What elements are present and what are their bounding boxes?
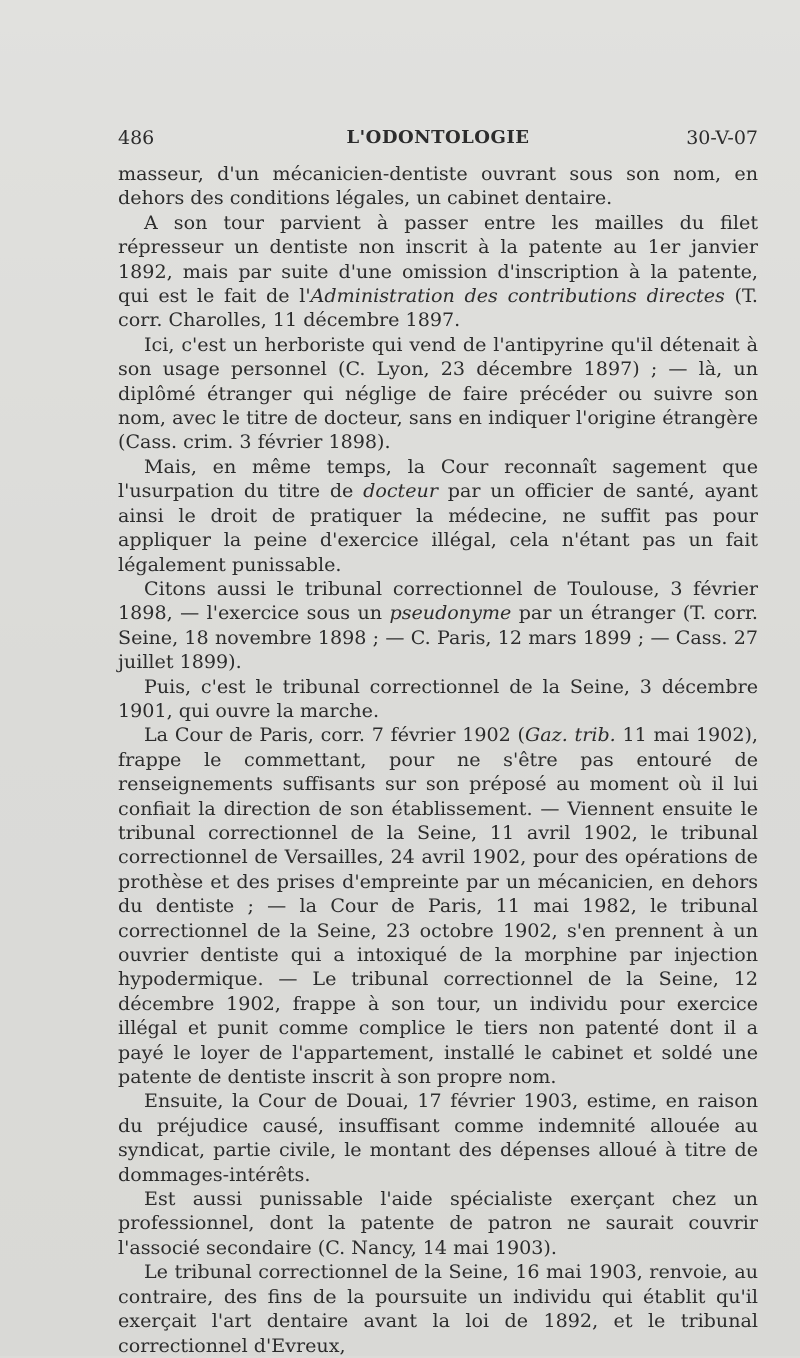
italic-text: Administration des contributions directes <box>310 284 725 308</box>
running-header <box>118 127 758 153</box>
paragraph <box>118 675 758 724</box>
italic-text: Gaz. trib. <box>525 723 616 747</box>
text-segment: masseur, d'un mécanicien-dentiste ouvrant sous son nom, en dehors des conditions légales, un cabinet dentaire. <box>118 162 758 210</box>
issue-date: 30-V-07 <box>686 127 758 149</box>
italic-text: pseudonyme <box>389 601 512 625</box>
text-segment: Ensuite, la Cour de Douai, 17 février 1903, estime, en raison du préjudice causé, insuffisant comme indemnité allouée au syndicat, partie civile, le montant des dépenses alloué à titre de dommages-intérêts. <box>118 1089 758 1186</box>
paragraph <box>118 1089 758 1187</box>
article-body <box>118 162 758 1358</box>
text-segment: par un officier de santé, ayant ainsi le droit de pratiquer la médecine, ne suffit pas pour appliquer la peine d'exercice illégal, cela n'étant pas un fait légalement punissable. <box>118 479 758 576</box>
text-segment: Mais, en même temps, la Cour reconnaît sagement que l'usurpation du titre de <box>118 454 758 503</box>
paragraph <box>118 333 758 455</box>
text-segment: (T. corr. Charolles, 11 décembre 1897. <box>118 284 758 332</box>
paragraph <box>118 455 758 577</box>
text-segment: Citons aussi le tribunal correctionnel de Toulouse, 3 février 1898, — l'exercice sous un <box>118 576 758 625</box>
paragraph <box>118 723 758 1089</box>
paragraph <box>118 1187 758 1260</box>
text-segment: Puis, c'est le tribunal correctionnel de la Seine, 3 décembre 1901, qui ouvre la marche. <box>118 674 758 722</box>
text-segment: La Cour de Paris, corr. 7 février 1902 ( <box>144 723 526 747</box>
paragraph <box>118 211 758 333</box>
continued-paragraph <box>118 162 758 211</box>
text-segment: Le tribunal correctionnel de la Seine, 16 mai 1903, renvoie, au contraire, des fins de la poursuite un individu qui établit qu'il exerçait l'art dentaire avant la loi de 1892, et le tribunal correctionnel d'Evreux, <box>118 1260 758 1357</box>
text-segment: Est aussi punissable l'aide spécialiste exerçant chez un professionnel, dont la patente de patron ne saurait couvrir l'associé secondaire (C. Nancy, 14 mai 1903). <box>118 1187 758 1259</box>
italic-text: docteur <box>363 479 438 503</box>
paragraph <box>118 577 758 675</box>
text-segment: par un étranger (T. corr. Seine, 18 novembre 1898 ; — C. Paris, 12 mars 1899 ; — Cass. 27 juillet 1899). <box>118 601 758 674</box>
page-number: 486 <box>118 127 155 149</box>
text-segment: A son tour parvient à passer entre les mailles du filet répresseur un dentiste non inscrit à la patente au 1er janvier 1892, mais par suite d'une omission d'inscription à la patente, qui est le fait de l' <box>118 210 758 308</box>
text-segment: 11 mai 1902), frappe le commettant, pour ne s'être pas entouré de renseignements suffisants sur son préposé au moment où il lui confiait la direction de son établissement. — Viennent ensuite le tribunal correctionnel de la Seine, 11 avril 1902, le tribunal correctionnel de Versailles, 24 avril 1902, pour des opérations de prothèse et des prises d'empreinte par un mécanicien, en dehors du dentiste ; — la Cour de Paris, 11 mai 1982, le tribunal correctionnel de la Seine, 23 octobre 1902, s'en prennent à un ouvrier dentiste qui a intoxiqué de la morphine par injection hypodermique. — Le tribunal correctionnel de la Seine, 12 décembre 1902, frappe à son tour, un individu pour exercice illégal et punit comme complice le tiers non patenté dont il a payé le loyer de l'appartement, installé le cabinet et soldé une patente de dentiste inscrit à son propre nom. <box>118 723 758 1089</box>
journal-title: L'ODONTOLOGIE <box>346 127 530 148</box>
text-segment: Ici, c'est un herboriste qui vend de l'antipyrine qu'il détenait à son usage personnel (C. Lyon, 23 décembre 1897) ; — là, un diplômé étranger qui néglige de faire précéder ou suivre son nom, avec le titre de docteur, sans en indiquer l'origine étrangère (Cass. crim. 3 février 1898). <box>118 332 758 454</box>
paragraph <box>118 1260 758 1358</box>
